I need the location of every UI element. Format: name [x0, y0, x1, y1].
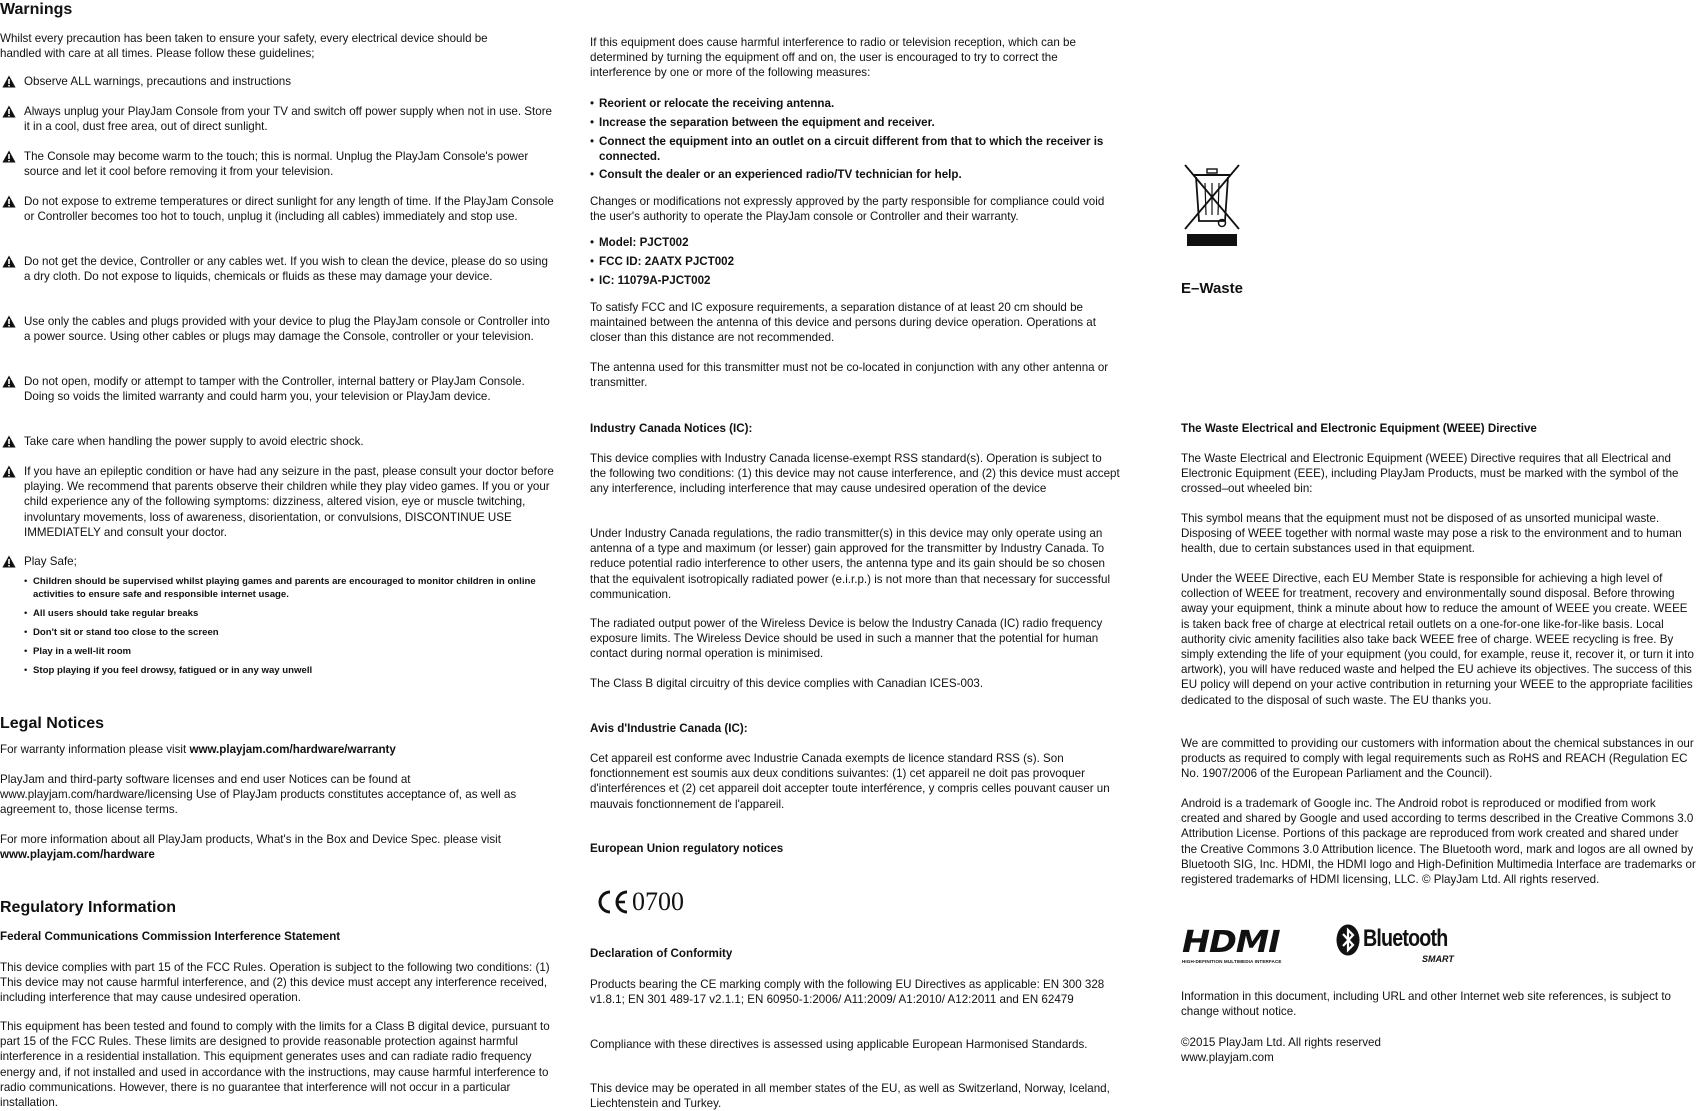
fcc-measure-item: • Connect the equipment into an outlet on a circuit different from that to which the receiver is connected. [590, 134, 1120, 164]
warning-item [0, 149, 555, 179]
website-link[interactable]: www.playjam.com [1181, 1051, 1274, 1064]
legal-warranty [0, 742, 550, 757]
ic-paragraph-2: Under Industry Canada regulations, the radio transmitter(s) in this device may only operate using an antenna of a type and maximum (or lesser) gain approved for the transmitter by Industry Canada. To reduce potential radio interference to other users, the antenna type and its gain should be so chosen that the equivalent isotropically radiated power (e.i.r.p.) is not more than that necessary for successful communication. [590, 527, 1111, 601]
ce-mark-icon [596, 890, 630, 914]
warning-text: Do not expose to extreme temperatures or direct sunlight for any length of time. If the PlayJam Console or Controller becomes too hot to touch, unplug it (including all cables) immediately and stop use. [24, 195, 554, 224]
warning-triangle-icon [2, 75, 16, 88]
warning-item [0, 104, 555, 134]
legal-licensing: PlayJam and third-party software licenses and end user Notices can be found at www.playjam.com/hardware/licensing Use of PlayJam products constitutes acceptance of, as well as agreement to, those license terms. [0, 773, 517, 817]
warning-triangle-icon [2, 105, 16, 118]
warranty-link[interactable]: www.playjam.com/hardware/warranty [189, 743, 396, 756]
warning-text: Use only the cables and plugs provided with your device to plug the PlayJam console or Controller into a power source. Using other cables or plugs may damage the Console, controller or your television. [24, 315, 550, 344]
antenna-paragraph: The antenna used for this transmitter must not be co-located in conjunction with any other antenna or transmitter. [590, 361, 1109, 390]
warning-triangle-icon [2, 465, 16, 478]
play-safe-item: • Stop playing if you feel drowsy, fatigued or in any way unwell [24, 664, 549, 677]
legal-more-info [0, 832, 550, 862]
warning-triangle-icon [2, 195, 16, 208]
warning-item [0, 554, 555, 569]
device-id-item: • Model: PJCT002 [590, 235, 1120, 250]
play-safe-item: • Children should be supervised whilst playing games and parents are encouraged to monitor children in online activities to ensure safe and responsible internet usage. [24, 575, 549, 601]
ic-paragraph-4: The Class B digital circuitry of this device complies with Canadian ICES-003. [590, 677, 984, 690]
eu-heading: European Union regulatory notices [590, 842, 784, 855]
warnings-heading: Warnings [0, 1, 73, 18]
hdmi-logo-icon [1182, 925, 1304, 964]
warning-item [0, 194, 555, 224]
play-safe-item: • Don't sit or stand too close to the screen [24, 626, 549, 639]
fcc-modifications-paragraph: Changes or modifications not expressly approved by the party responsible for compliance could void the user's authority to operate the PlayJam console or Controller and their warranty. [590, 195, 1105, 224]
legal-more-info-text: For more information about all PlayJam products, What's in the Box and Device Spec. please visit [0, 833, 501, 846]
doc-paragraph-3: This device may be operated in all member states of the EU, as well as Switzerland, Norway, Iceland, Liechtenstein and Turkey. [590, 1082, 1110, 1111]
fcc-subheading: Federal Communications Commission Interference Statement [0, 930, 341, 943]
play-safe-item: • All users should take regular breaks [24, 607, 549, 620]
warning-text: Observe ALL warnings, precautions and instructions [24, 75, 292, 88]
ic-paragraph-3: The radiated output power of the Wireless Device is below the Industry Canada (IC) radio frequency exposure limits. The Wireless Device should be used in such a manner that the potential for human contact during normal operation is minimised. [590, 617, 1103, 661]
avis-heading: Avis d'Industrie Canada (IC): [590, 722, 748, 735]
doc-paragraph-1: Products bearing the CE marking comply with the following EU Directives as applicable: EN 300 328 v1.8.1; EN 301 489-17 v2.1.1; EN 60950-1:2006/ A11:2009/ A1:2010/ A12:2011 and EN 62479 [590, 978, 1105, 1007]
trademark-paragraph: Android is a trademark of Google inc. The Android robot is reproduced or modified from work created and shared by Google and used according to terms described in the Creative Commons 3.0 Attribution License. Portions of this package are reproduced from work created and shared under the Creative Commons 3.0 Attribution licence. The Bluetooth word, mark and logos are all owned by Bluetooth SIG, Inc. HDMI, the HDMI logo and High-Definition Multimedia Interface are trademarks or registered trademarks of HDMI licensing, LLC. © PlayJam Ltd. All rights reserved. [1181, 797, 1696, 887]
avis-paragraph: Cet appareil est conforme avec Industrie Canada exempts de licence standard RSS (s). Son fonctionnement est soumis aux deux conditions suivantes: (1) cet appareil ne doit pas provoquer d'interférences et (2) cet appareil doit accepter toute interférence, y compris celles pouvant causer un mauvais fonctionnement de l'appareil. [590, 752, 1110, 811]
hdmi-logo-subtitle: HIGH-DEFINITION MULTIMEDIA INTERFACE [1182, 959, 1282, 964]
device-id-item: • FCC ID: 2AATX PJCT002 [590, 254, 1120, 269]
regulatory-heading: Regulatory Information [0, 899, 177, 916]
warning-item [0, 464, 555, 540]
legal-heading: Legal Notices [0, 715, 105, 732]
ic-paragraph-1: This device complies with Industry Canada license-exempt RSS standard(s). Operation is subject to the following two conditions: (1) this device may not cause interference, and (2) this device must accept any interference, including interference that may cause undesired operation of the device [590, 452, 1120, 496]
hdmi-logo-text: HDMI [1182, 925, 1280, 960]
warning-item [0, 374, 555, 404]
weee-heading: The Waste Electrical and Electronic Equipment (WEEE) Directive [1181, 422, 1537, 435]
doc-heading: Declaration of Conformity [590, 947, 733, 960]
warning-text: Play Safe; [24, 555, 77, 568]
warning-item [0, 74, 555, 89]
doc-paragraph-2: Compliance with these directives is assessed using applicable European Harmonised Standards. [590, 1038, 1088, 1051]
warning-triangle-icon [2, 255, 16, 268]
crossed-out-wheeled-bin-icon [1181, 163, 1243, 249]
ewaste-label: E–Waste [1181, 280, 1243, 297]
warning-triangle-icon [2, 150, 16, 163]
weee-paragraph-3: Under the WEEE Directive, each EU Member State is responsible for achieving a high level of collection of WEEE for treatment, recovery and environmentally sound disposal. Before throwing away your equipment, think a minute about how to reduce the amount of WEEE you create. WEEE is taken back free of charge at electrical retail outlets on a one-for-one like-for-like basis. Local authority civic amenity facilities also take back WEEE free of charge. WEEE recycling is free. By simply extending the life of your equipment (you could, for example, reuse it, recover it, or turn it into artwork), you will have reduced waste and helped the EU achieve its objectives. The success of this EU policy will depend on your active contribution in returning your WEEE to the appropriate facilities dedicated to the disposal of such waste. The EU thanks you. [1181, 572, 1694, 707]
warning-text: If you have an epileptic condition or have had any seizure in the past, please consult your doctor before playing. We recommend that parents observe their children while they play video games. If you or your child experience any of the following symptoms: dizziness, altered vision, eye or muscle twitching, involuntary movements, loss of awareness, disorientation, or convulsions, DISCONTINUE USE IMMEDIATELY and consult your doctor. [24, 465, 554, 539]
exposure-paragraph: To satisfy FCC and IC exposure requirements, a separation distance of at least 20 cm should be maintained between the antenna of this device and persons during device operation. Operations at closer than this distance are not recommended. [590, 301, 1096, 345]
weee-paragraph-4: We are committed to providing our customers with information about the chemical substances in our products as required to comply with legal requirements such as RoHS and REACH (Regulation EC No. 1907/2006 of the European Parliament and the Council). [1181, 737, 1694, 781]
bluetooth-smart-logo [1336, 924, 1476, 966]
warning-item [0, 314, 555, 344]
warning-text: Take care when handling the power supply to avoid electric shock. [24, 435, 364, 448]
play-safe-item: • Play in a well-lit room [24, 645, 549, 658]
weee-paragraph-2: This symbol means that the equipment must not be disposed of as unsorted municipal waste. Disposing of WEEE together with normal waste may pose a risk to the environment and to human health, due to certain substances used in that equipment. [1181, 512, 1682, 556]
ce-number: 0700 [632, 887, 684, 916]
hardware-link[interactable]: www.playjam.com/hardware [0, 848, 155, 862]
warning-triangle-icon [2, 315, 16, 328]
warning-text: Do not open, modify or attempt to tamper with the Controller, internal battery or PlayJam Console. Doing so voids the limited warranty and could harm you, your television or PlayJam device. [24, 375, 525, 404]
legal-warranty-text: For warranty information please visit [0, 743, 190, 756]
fcc-class-b-paragraph: This equipment has been tested and found to comply with the limits for a Class B digital device, pursuant to part 15 of the FCC Rules. These limits are designed to provide reasonable protection against harmful interference in a residential installation. This equipment generates uses and can radiate radio frequency energy and, if not installed and used in accordance with the instructions, may cause harmful interference to radio communications. However, there is no guarantee that interference will not occur in a particular installation. [0, 1020, 550, 1110]
ic-heading: Industry Canada Notices (IC): [590, 422, 753, 435]
warning-triangle-icon [2, 555, 16, 568]
warning-text: The Console may become warm to the touch; this is normal. Unplug the PlayJam Console's power source and let it cool before removing it from your television. [24, 150, 529, 179]
warning-text: Do not get the device, Controller or any cables wet. If you wish to clean the device, please do so using a dry cloth. Do not expose to liquids, chemicals or fluids as these may damage your device. [24, 255, 548, 284]
warning-triangle-icon [2, 435, 16, 448]
warning-triangle-icon [2, 375, 16, 388]
fcc-interference-paragraph: If this equipment does cause harmful interference to radio or television reception, which can be determined by turning the equipment off and on, the user is encouraged to try to correct the interference by one or more of the following measures: [590, 36, 1076, 80]
change-notice-paragraph: Information in this document, including URL and other Internet web site references, is subject to change without notice. [1181, 990, 1671, 1019]
device-id-item: • IC: 11079A-PJCT002 [590, 273, 1120, 288]
warnings-intro: Whilst every precaution has been taken to ensure your safety, every electrical device should be handled with care at all times. Please follow these guidelines; [0, 32, 488, 61]
fcc-compliance-paragraph: This device complies with part 15 of the FCC Rules. Operation is subject to the following two conditions: (1) This device may not cause harmful interference, and (2) this device must accept any interference received, including interference that may cause undesired operation. [0, 961, 550, 1005]
fcc-measure-item: • Reorient or relocate the receiving antenna. [590, 96, 1120, 111]
warning-item [0, 254, 555, 284]
fcc-measure-item: • Increase the separation between the equipment and receiver. [590, 115, 1120, 130]
bluetooth-logo-subtitle: SMART [1422, 954, 1454, 964]
copyright-text: ©2015 PlayJam Ltd. All rights reserved [1181, 1036, 1381, 1049]
bluetooth-logo-text: Bluetooth [1363, 925, 1448, 952]
bluetooth-rune-icon [1336, 924, 1360, 956]
warning-item [0, 434, 555, 449]
fcc-measure-item: • Consult the dealer or an experienced radio/TV technician for help. [590, 167, 1120, 182]
weee-paragraph-1: The Waste Electrical and Electronic Equipment (WEEE) Directive requires that all Electrical and Electronic Equipment (EEE), including PlayJam Products, must be marked with the symbol of the crossed–out wheeled bin: [1181, 452, 1679, 496]
warning-text: Always unplug your PlayJam Console from your TV and switch off power supply when not in use. Store it in a cool, dust free area, out of direct sunlight. [24, 105, 552, 134]
